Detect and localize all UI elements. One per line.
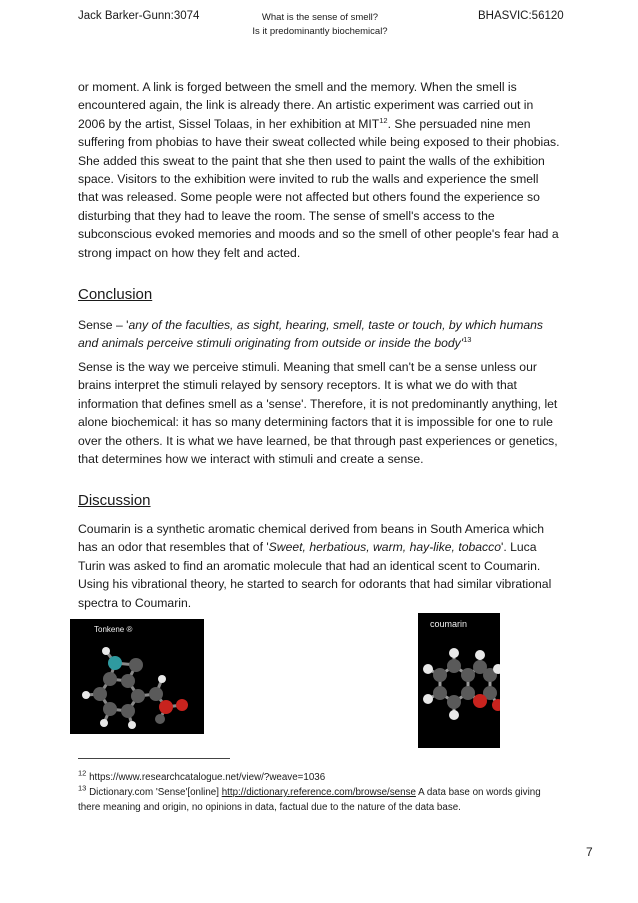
- coumarin-molecule-model: [418, 613, 500, 748]
- discussion-heading: Discussion: [78, 492, 151, 509]
- sense-definition: [78, 316, 562, 353]
- footnote-13: [78, 785, 558, 815]
- conclusion-text: Sense is the way we perceive stimuli. Meaning that smell can't be a sense unless our brains interpret the stimuli relayed by sensory receptors. It is what we do with that information that defines smell as a 'sense'. Therefore, it is not predominantly anything, let alone biochemical: it has so many determining factors that it is impossible for one to rule over the others. It is what we have learned, be that through past experiences or genetics, that determines how we interact with stimuli and create a sense.: [78, 360, 558, 467]
- definition-quote: any of the faculties, as sight, hearing, smell, taste or touch, by which humans and animals perceive stimuli originating from outside or inside the body': [78, 318, 544, 351]
- footnote-13-text-before: Dictionary.com 'Sense'[online]: [89, 787, 222, 798]
- footnote-12: [78, 770, 558, 785]
- discussion-text-part1: Coumarin is a synthetic aromatic chemical derived from beans in South America which has an odor that resembles that of ': [78, 522, 545, 555]
- header-code: BHASVIC:56120: [478, 10, 564, 22]
- discussion-paragraph: [78, 520, 562, 612]
- conclusion-heading: Conclusion: [78, 286, 153, 303]
- discussion-text-part2: '. Luca Turin was asked to find an aromatic molecule that had an identical scent to Coumarin. Using his vibrational theory, he started to search for odorants that had similar vibrational spectra to Coumarin.: [78, 540, 552, 610]
- footnotes: [78, 770, 558, 815]
- coumarin-label: coumarin: [430, 619, 468, 629]
- page-number: 7: [586, 845, 593, 859]
- tonkene-label: Tonkene ®: [94, 625, 133, 634]
- header-title-line1: What is the sense of smell?: [261, 12, 379, 23]
- footnote-12-text: https://www.researchcatalogue.net/view/?weave=1036: [89, 772, 326, 783]
- conclusion-paragraph: [78, 358, 562, 468]
- odor-description-quote: Sweet, herbatious, warm, hay-like, tobacco: [268, 540, 502, 555]
- intro-text-part1: or moment. A link is forged between the smell and the memory. When the smell is encountered again, the link is already there. An artistic experiment was carried out in 2006 by the artist, Sissel Tolaas, in her exhibition at MIT: [78, 80, 534, 131]
- footnote-13-number: 13: [78, 783, 87, 793]
- definition-prefix: Sense – ': [78, 318, 129, 332]
- footnote-12-number: 12: [78, 768, 87, 778]
- header-author: Jack Barker-Gunn:3074: [78, 10, 200, 22]
- intro-text-part2: . She persuaded nine men suffering from phobias to have their sweat collected while being exposed to their phobias. She added this sweat to the paint that she then used to paint the walls of the exhibition space. Visitors to the exhibition were invited to rub the walls and experience the smell that was released. Some people were not affected but others found the experience so disturbing that they had to leave the room. The sense of smell's access to the subconscious evoked memories and moods and so the smell of other people's fear had a strong impact on how they felt and acted.: [78, 116, 560, 260]
- tonkene-molecule-image: [70, 619, 204, 734]
- footnote-ref-12: 12: [379, 115, 388, 125]
- dictionary-link[interactable]: http://dictionary.reference.com/browse/sense: [221, 787, 416, 798]
- header-title: [230, 11, 410, 39]
- body-paragraph-intro: [78, 78, 562, 262]
- footnote-13-text-after: A data base on words giving there meaning and origin, no opinions in data, factual due to the nature of the data base.: [78, 787, 541, 813]
- footnote-separator: [78, 758, 230, 759]
- header-title-line2: Is it predominantly biochemical?: [252, 26, 388, 37]
- footnote-ref-13: 13: [463, 335, 472, 345]
- coumarin-molecule-image: [418, 613, 500, 748]
- tonkene-molecule-model: [70, 619, 204, 734]
